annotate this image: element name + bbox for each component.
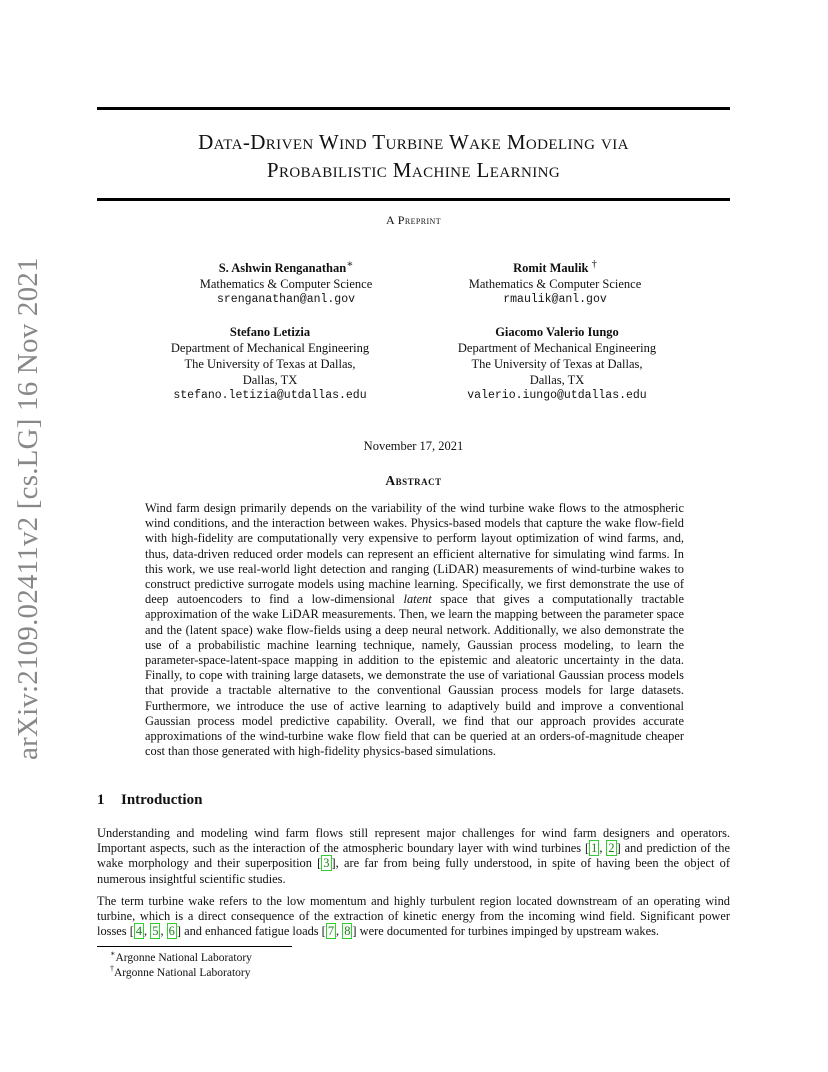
- author-name: Giacomo Valerio Iungo: [495, 325, 619, 339]
- abstract-text: [145, 501, 684, 759]
- author-block-2: [425, 257, 685, 308]
- publication-date: November 17, 2021: [363, 439, 464, 453]
- citation-link[interactable]: 2: [608, 841, 615, 856]
- author-affiliation: Mathematics & Computer Science: [199, 277, 373, 292]
- author-email[interactable]: srenganathan@anl.gov: [216, 293, 356, 307]
- citation-link[interactable]: 8: [344, 924, 351, 939]
- citation-link[interactable]: 3: [323, 856, 330, 871]
- author-block-3: [140, 324, 400, 404]
- paragraph-text: Understanding and modeling wind farm flows still represent major challenges for wind farm designers and operators. Important aspects, such as the interaction of the atmospheric boundary layer with wind turbines [: [97, 826, 730, 856]
- footnote-mark: †: [110, 964, 114, 973]
- abstract-text-part: space that gives a computationally tractable approximation of the wake LiDAR measurements. Then, we learn the mapping between the parameter space and the (latent space) wake flow-fields using a deep neural network. Additionally, we also demonstrate the use of a probabilistic machine learning technique, namely, Gaussian process modeling, to learn the parameter-space-latent-space mapping in addition to the epistemic and aleatoric uncertainty in the data. Finally, to cope with training large datasets, we demonstrate the use of variational Gaussian process models that provide a tractable alternative to the conventional Gaussian process models for large datasets. Furthermore, we introduce the use of active learning to adaptively build and improve a conventional Gaussian process model predictive capability. Overall, we find that our approach provides accurate approximations of the wind-turbine wake flow field that can be queried at an orders-of-magnitude cheaper cost than those generated with high-fidelity physics-based simulations.: [145, 592, 684, 759]
- author-affiliation: Department of Mechanical Engineering: [457, 341, 657, 355]
- author-affiliation: The University of Texas at Dallas,: [184, 357, 356, 371]
- footnote-1: [110, 949, 252, 964]
- paragraph-text: ,: [160, 924, 167, 939]
- author-email[interactable]: valerio.iungo@utdallas.edu: [467, 389, 647, 402]
- author-affiliation: The University of Texas at Dallas,: [471, 357, 643, 371]
- paragraph-text: The term turbine wake refers to the low momentum and highly turbulent region located downstream of an operating wind turbine, which is a direct consequence of the extraction of kinetic energy from the incoming wind field. Significant power losses [: [97, 894, 730, 939]
- author-affiliation: Dallas, TX: [242, 373, 298, 387]
- paragraph-text: ] were documented for turbines impinged by upstream wakes.: [352, 924, 659, 939]
- author-email[interactable]: stefano.letizia@utdallas.edu: [173, 389, 367, 402]
- abstract-text-part: Wind farm design primarily depends on the variability of the wind turbine wake flows to the atmospheric wind conditions, and the interaction between wakes. Physics-based models that capture the wake flow-field with high-fidelity are computationally very expensive to perform layout optimization of wind farms, and, thus, data-driven reduced order models can represent an efficient alternative for simulating wind farms. In this work, we use real-world light detection and ranging (LiDAR) measurements of wind-turbine wakes to construct predictive surrogate models using machine learning. Specifically, we first demonstrate the use of deep autoencoders to find a low-dimensional: [145, 501, 684, 607]
- section-heading: [97, 792, 202, 809]
- author-name: Stefano Letizia: [229, 325, 311, 339]
- abstract-heading: Abstract: [385, 473, 442, 488]
- footnote-text: Argonne National Laboratory: [114, 966, 251, 979]
- author-block-4: [427, 324, 687, 404]
- author-mark: †: [591, 259, 597, 270]
- arxiv-side-stamp: arXiv:2109.02411v2 [cs.LG] 16 Nov 2021: [12, 257, 44, 760]
- title-top-rule: [97, 107, 730, 110]
- footnote-rule: [97, 946, 292, 947]
- author-name: S. Ashwin Renganathan: [218, 261, 347, 276]
- paragraph-text: ], are far from being fully understood, in spite of having been the object of numerous insightful scientific studies.: [97, 856, 730, 886]
- paragraph-text: ,: [599, 841, 607, 856]
- footnote-text: Argonne National Laboratory: [115, 951, 252, 964]
- citation-link[interactable]: 1: [591, 841, 598, 856]
- section-title: Introduction: [121, 792, 203, 808]
- citation-link[interactable]: 7: [327, 924, 335, 939]
- citation-link[interactable]: 6: [168, 924, 175, 939]
- paper-title-line-1: Data-Driven Wind Turbine Wake Modeling via: [198, 130, 629, 154]
- section-number: 1: [97, 792, 105, 808]
- author-email[interactable]: rmaulik@anl.gov: [503, 293, 607, 307]
- author-mark: ∗: [346, 259, 354, 270]
- paragraph-text: ,: [336, 924, 343, 939]
- author-block-1: [156, 257, 416, 308]
- intro-paragraph-2: [97, 894, 730, 940]
- preprint-label: A Preprint: [385, 213, 441, 227]
- title-bottom-rule: [97, 198, 730, 201]
- abstract-italic-term: latent: [403, 592, 432, 607]
- author-affiliation: Mathematics & Computer Science: [468, 277, 642, 292]
- intro-paragraph-1: [97, 826, 730, 887]
- paragraph-text: ] and enhanced fatigue loads [: [176, 924, 326, 939]
- paragraph-text: ,: [144, 924, 151, 939]
- paragraph-text: ] and prediction of the wake morphology and their superposition [: [97, 841, 730, 871]
- author-affiliation: Dallas, TX: [529, 373, 585, 387]
- citation-link[interactable]: 4: [135, 924, 143, 939]
- author-affiliation: Department of Mechanical Engineering: [170, 341, 370, 355]
- footnote-mark: ∗: [110, 949, 116, 958]
- paper-title-line-2: Probabilistic Machine Learning: [266, 158, 561, 182]
- footnote-2: [110, 964, 250, 979]
- citation-link[interactable]: 5: [152, 924, 159, 939]
- author-name: Romit Maulik: [513, 261, 589, 276]
